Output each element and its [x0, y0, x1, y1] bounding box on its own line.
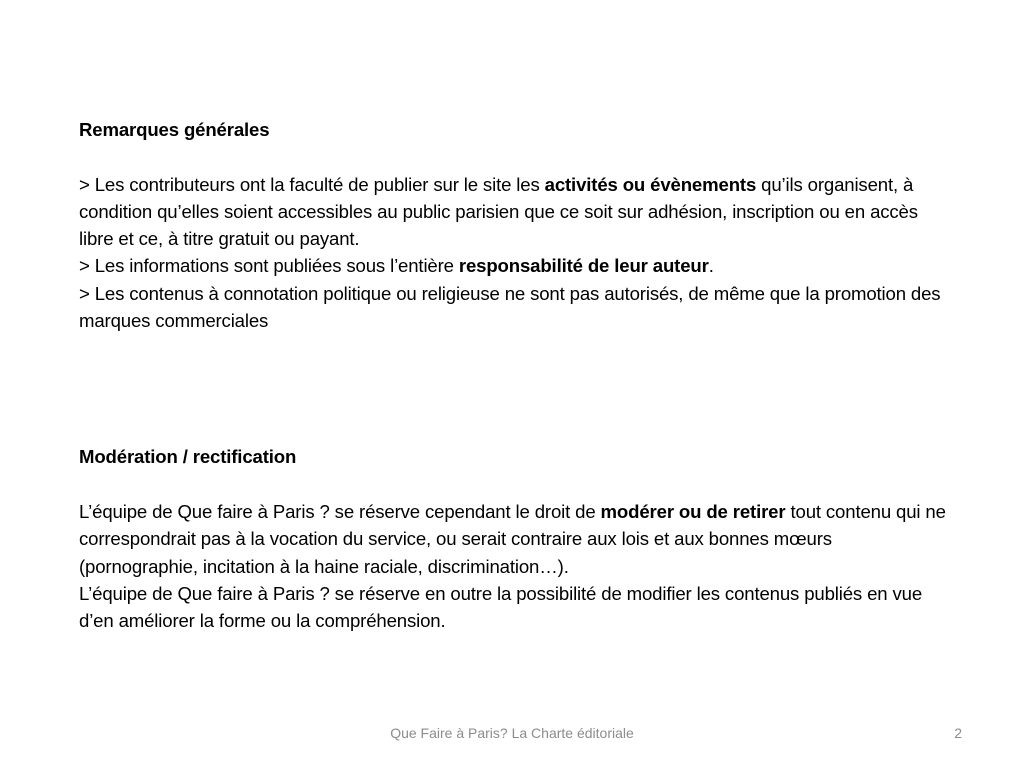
- emphasis-text: activités ou évènements: [544, 173, 757, 195]
- spacer: [79, 471, 949, 498]
- text-run: .: [708, 255, 714, 277]
- text-run: > Les informations sont publiées sous l’entière: [79, 255, 459, 277]
- paragraph-modification: L’équipe de Que faire à Paris ? se réserve en outre la possibilité de modifier les contenus publiés en vue d’en améliorer la forme ou la compréhension.: [79, 582, 923, 632]
- text-run: > Les contributeurs ont la faculté de publier sur le site les: [79, 173, 545, 195]
- emphasis-text: responsabilité de leur auteur: [458, 255, 709, 277]
- paragraph-contributeurs: [79, 171, 949, 253]
- section-spacer: [79, 334, 949, 443]
- spacer: [79, 143, 949, 170]
- footer-title: Que Faire à Paris? La Charte éditoriale: [390, 725, 634, 741]
- text-run: tout contenu qui ne correspondrait pas à la vocation du service, ou serait contraire aux lois et aux bonnes mœurs (pornographie, incitation à la haine raciale, discrimination…).: [79, 500, 946, 577]
- paragraph-moderation: [79, 498, 949, 580]
- slide-number: 2: [954, 725, 962, 741]
- paragraph-contenus: > Les contenus à connotation politique ou religieuse ne sont pas autorisés, de même que la promotion des marques commerciales: [79, 282, 941, 332]
- section-title-remarques: Remarques générales: [79, 119, 270, 140]
- text-run: L’équipe de Que faire à Paris ? se réserve cependant le droit de: [79, 500, 601, 522]
- emphasis-text: modérer ou de retirer: [600, 500, 786, 522]
- slide-body: [79, 116, 949, 634]
- text-run: qu’ils organisent, à condition qu’elles soient accessibles au public parisien que ce soit sur adhésion, inscription ou en accès libre et ce, à titre gratuit ou payant.: [79, 173, 918, 250]
- section-title-moderation: Modération / rectification: [79, 446, 297, 468]
- paragraph-informations: [79, 252, 949, 279]
